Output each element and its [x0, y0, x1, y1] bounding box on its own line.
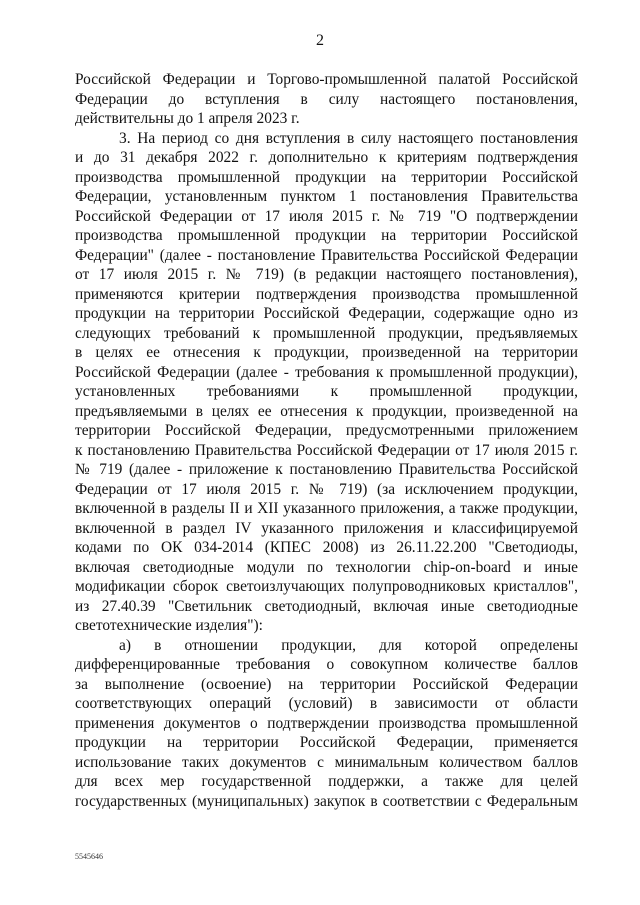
text-line: модификации сборок светоизлучающих полупроводниковых кристаллов", — [75, 578, 578, 595]
text-line: в целях ее отнесения к продукции, произведенной на территории — [75, 344, 578, 361]
text-line: от 17 июля 2015 г. № 719) (в редакции настоящего постановления), — [75, 266, 578, 283]
text-line: производства промышленной продукции на территории Российской — [75, 168, 578, 186]
text-line: Федерации от 17 июля 2015 г. № 719) (за исключением продукции, — [75, 480, 578, 498]
text-line: Федерации, установленным пунктом 1 постановления Правительства — [75, 188, 578, 205]
text-line: применяются критерии подтверждения производства промышленной — [75, 285, 578, 303]
document-body — [75, 70, 578, 811]
text-line: продукции на территории Российской Федерации, применяется — [75, 734, 578, 751]
text-line: для всех мер государственной поддержки, а также для целей — [75, 773, 578, 790]
text-line: следующих требований к промышленной продукции, предъявляемых — [75, 324, 578, 342]
text-line: 3. На период со дня вступления в силу настоящего постановления — [119, 129, 578, 147]
text-line: продукции на территории Российской Федерации, содержащие одно из — [75, 305, 578, 322]
text-line: Федерации до вступления в силу настоящего постановления, — [75, 90, 578, 108]
text-line: Российской Федерации от 17 июля 2015 г. № 719 "О подтверждении — [75, 207, 578, 225]
page-number: 2 — [316, 32, 324, 49]
text-line: № 719 (далее - приложение к постановлению Правительства Российской — [75, 461, 578, 478]
text-line: кодами по ОК 034-2014 (КПЕС 2008) из 26.11.22.200 "Светодиоды, — [75, 539, 578, 556]
text-line: действительны до 1 апреля 2023 г. — [75, 110, 300, 127]
text-line: включая светодиодные модули по технологии chip-on-board и иные — [75, 558, 578, 576]
text-line: Федерации" (далее - постановление Правительства Российской Федерации — [75, 246, 578, 264]
text-line: за выполнение (освоение) на территории Российской Федерации — [75, 675, 578, 693]
text-line: соответствующих операций (условий) в зависимости от области — [75, 695, 578, 712]
text-line: производства промышленной продукции на территории Российской — [75, 227, 578, 244]
text-line: из 27.40.39 "Светильник светодиодный, включая иные светодиодные — [75, 597, 578, 615]
text-line: предъявляемыми в целях ее отнесения к продукции, произведенной на — [75, 402, 578, 420]
text-line: включенной в разделы II и XII указанного приложения, а также продукции, — [75, 500, 578, 517]
text-line: а) в отношении продукции, для которой определены — [119, 636, 578, 654]
text-line: и до 31 декабря 2022 г. дополнительно к критериям подтверждения — [75, 149, 578, 166]
text-line: государственных (муниципальных) закупок в соответствии с Федеральным — [75, 792, 578, 810]
text-line: применения документов о подтверждении производства промышленной — [75, 714, 578, 732]
text-line: Российской Федерации и Торгово-промышленной палатой Российской — [75, 71, 578, 88]
text-line: к постановлению Правительства Российской Федерации от 17 июля 2015 г. — [75, 441, 578, 459]
text-line: использование таких документов с минимальным количеством баллов — [75, 753, 578, 771]
text-line: территории Российской Федерации, предусмотренными приложением — [75, 422, 578, 439]
text-line: Российской Федерации (далее - требования к промышленной продукции), — [75, 363, 578, 381]
text-line: установленных требованиями к промышленной продукции, — [75, 383, 578, 400]
text-line: дифференцированные требования о совокупном количестве баллов — [75, 656, 578, 673]
text-line: включенной в раздел IV указанного приложения и классифицируемой — [75, 519, 578, 537]
document-code: 5545646 — [75, 852, 103, 861]
text-line: светотехнические изделия"): — [75, 617, 263, 634]
